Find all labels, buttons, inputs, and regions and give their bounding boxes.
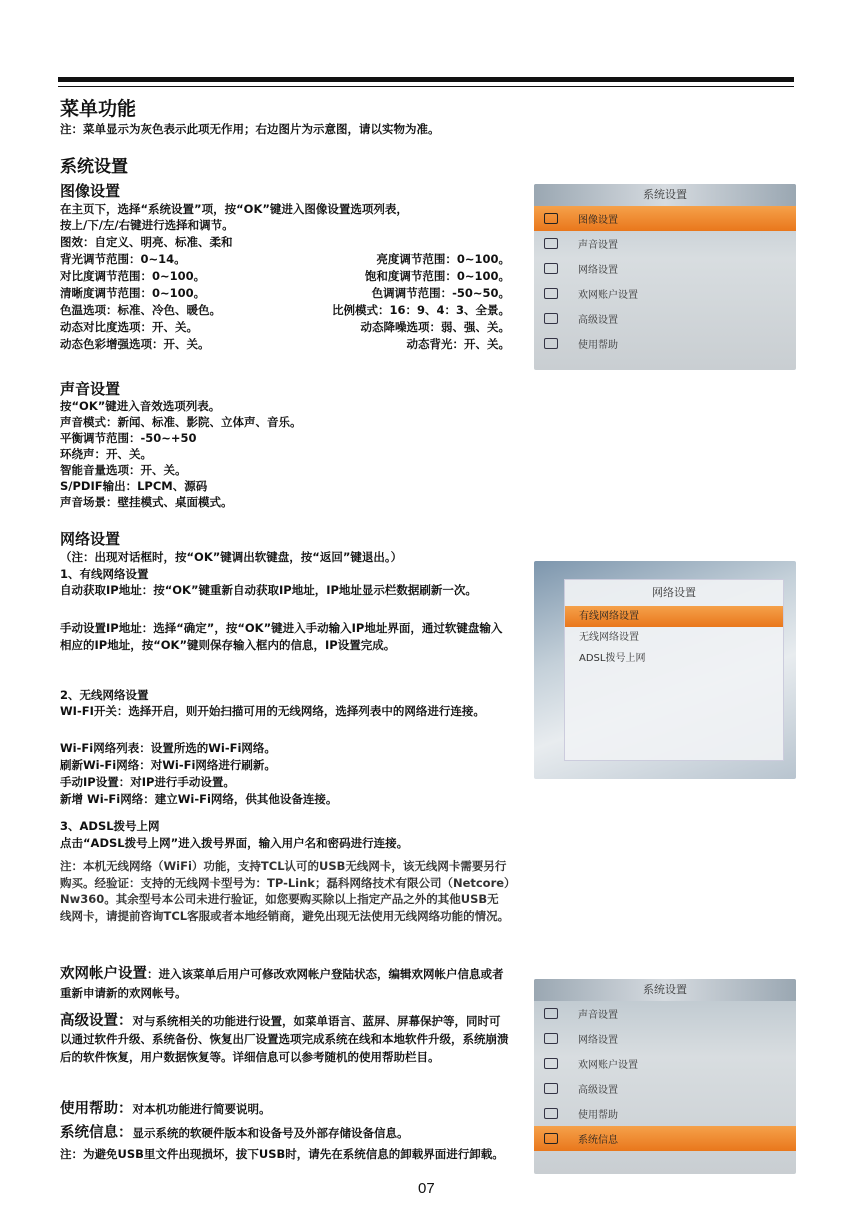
advanced-heading: 高级设置： <box>60 1013 133 1029</box>
sound-line-2: 声音模式：新闻、标准、影院、立体声、音乐。 <box>60 415 302 429</box>
adsl-title: 3、ADSL拨号上网 <box>60 819 160 833</box>
saturation-range: 饱和度调节范围：0~100。 <box>364 269 510 283</box>
menu2-item-adsl: ADSL拨号上网 <box>579 653 646 664</box>
menu1-item-picture: 图像设置 <box>534 206 796 231</box>
sharpness-range: 清晰度调节范围：0~100。 <box>60 286 206 300</box>
picture-heading: 图像设置 <box>60 182 121 200</box>
menu2-item-wireless: 无线网络设置 <box>579 632 639 643</box>
info-icon <box>544 1133 558 1144</box>
picture-pair-4 <box>60 302 510 319</box>
account-heading: 欢网帐户设置 <box>60 966 147 982</box>
menu3-item-sysinfo: 系统信息 <box>534 1126 796 1151</box>
sound-heading: 声音设置 <box>60 380 121 398</box>
help-heading: 使用帮助： <box>60 1101 133 1117</box>
brightness-range: 亮度调节范围：0~100。 <box>376 252 510 266</box>
help-icon <box>544 338 558 349</box>
system-settings-heading: 系统设置 <box>60 157 128 177</box>
color-enhance-options: 动态色彩增强选项：开、关。 <box>60 337 210 351</box>
user-icon <box>544 1058 558 1069</box>
usb-note: 注：为避免USB里文件出现损坏，拔下USB时，请先在系统信息的卸载界面进行卸载。 <box>60 1147 504 1161</box>
menu1-item-advanced: 高级设置 <box>534 306 796 331</box>
wifi-note: 注：本机无线网络（WiFi）功能，支持TCL认可的USB无线网卡，该无线网卡需要另行购买。经验证：支持的无线网卡型号为：TP-Link；磊科网络技术有限公司（Netcore）Nw360。其余型号本公司未进行验证，如您要购买除以上指定产品之外的其他USB无线网卡，请提前咨询TCL客服或者本地经销商，避免出现无法使用无线网络功能的情况。 <box>60 859 510 923</box>
network-heading: 网络设置 <box>60 530 121 548</box>
sound-line-5: 智能音量选项：开、关。 <box>60 463 187 477</box>
dynamic-backlight-options: 动态背光：开、关。 <box>406 337 510 351</box>
backlight-range: 背光调节范围：0~14。 <box>60 252 186 266</box>
help-section <box>60 1100 510 1119</box>
system-menu-image <box>534 184 796 370</box>
wireless-line-2: 刷新Wi-Fi网络：对Wi-Fi网络进行刷新。 <box>60 758 276 772</box>
picture-pair-5 <box>60 319 510 336</box>
sysinfo-section <box>60 1124 510 1143</box>
hue-range: 色调调节范围：-50~50。 <box>371 286 510 300</box>
dynamic-contrast-options: 动态对比度选项：开、关。 <box>60 320 198 334</box>
menu3-item-account: 欢网账户设置 <box>534 1051 796 1076</box>
picture-pair-2 <box>60 268 510 285</box>
adsl-text: 点击“ADSL拨号上网”进入拨号界面，输入用户名和密码进行连接。 <box>60 836 409 850</box>
sound-line-4: 环绕声：开、关。 <box>60 447 152 461</box>
color-temp-options: 色温选项：标准、冷色、暖色。 <box>60 303 221 317</box>
picture-pair-3 <box>60 285 510 302</box>
menu3-item-network: 网络设置 <box>534 1026 796 1051</box>
speaker-icon <box>544 238 558 249</box>
menu3-item-advanced: 高级设置 <box>534 1076 796 1101</box>
contrast-range: 对比度调节范围：0~100。 <box>60 269 206 283</box>
network-menu-image <box>534 561 796 779</box>
picture-pair-6 <box>60 336 510 353</box>
wired-title: 1、有线网络设置 <box>60 567 149 581</box>
wireless-line-3: 手动IP设置：对IP进行手动设置。 <box>60 775 235 789</box>
network-menu-title: 网络设置 <box>652 586 696 599</box>
page-title: 菜单功能 <box>60 98 137 120</box>
network-menu-panel <box>564 579 784 761</box>
sound-line-3: 平衡调节范围：-50~+50 <box>60 431 197 445</box>
wired-manual: 手动设置IP地址：选择“确定”，按“OK”键进入手动输入IP地址界面，通过软键盘输入相应的IP地址，按“OK”键则保存输入框内的信息，IP设置完成。 <box>60 621 503 652</box>
system-menu-title-2: 系统设置 <box>534 979 796 1001</box>
network-note: （注：出现对话框时，按“OK”键调出软键盘，按“返回”键退出。） <box>60 550 403 564</box>
top-rule-thick <box>58 77 794 82</box>
sound-line-6: S/PDIF输出：LPCM、源码 <box>60 479 208 493</box>
menu1-item-network: 网络设置 <box>534 256 796 281</box>
system-menu-title: 系统设置 <box>534 184 796 206</box>
menu1-item-account: 欢网账户设置 <box>534 281 796 306</box>
menu3-item-sound: 声音设置 <box>534 1001 796 1026</box>
speaker-icon <box>544 1008 558 1019</box>
sound-line-7: 声音场景：壁挂模式、桌面模式。 <box>60 495 233 509</box>
picture-line-3: 图效：自定义、明亮、标准、柔和 <box>60 235 233 249</box>
help-icon <box>544 1108 558 1119</box>
picture-line-1: 在主页下，选择“系统设置”项，按“OK”键进入图像设置选项列表， <box>60 202 408 216</box>
advanced-icon <box>544 1083 558 1094</box>
picture-icon <box>544 213 558 224</box>
page-number: 07 <box>418 1180 435 1197</box>
advanced-section <box>60 1012 510 1066</box>
wireless-title: 2、无线网络设置 <box>60 688 149 702</box>
picture-line-2: 按上/下/左/右键进行选择和调节。 <box>60 218 234 232</box>
network-icon <box>544 263 558 274</box>
help-text: 对本机功能进行简要说明。 <box>132 1102 271 1116</box>
menu1-item-sound: 声音设置 <box>534 231 796 256</box>
sysinfo-text: 显示系统的软硬件版本和设备号及外部存储设备信息。 <box>132 1126 409 1140</box>
sound-line-1: 按“OK”键进入音效选项列表。 <box>60 399 221 413</box>
picture-pair-1 <box>60 251 510 268</box>
advanced-icon <box>544 313 558 324</box>
menu2-item-wired: 有线网络设置 <box>565 606 783 627</box>
noise-reduction-options: 动态降噪选项：弱、强、关。 <box>360 320 510 334</box>
wireless-line-1: Wi-Fi网络列表：设置所选的Wi-Fi网络。 <box>60 741 276 755</box>
sysinfo-heading: 系统信息： <box>60 1125 133 1141</box>
menu1-item-help: 使用帮助 <box>534 331 796 356</box>
aspect-ratio-options: 比例模式：16：9、4：3、全景。 <box>331 303 510 317</box>
wireless-switch: WI-FI开关：选择开启，则开始扫描可用的无线网络，选择列表中的网络进行连接。 <box>60 704 485 718</box>
intro-note: 注：菜单显示为灰色表示此项无作用；右边图片为示意图，请以实物为准。 <box>60 122 440 136</box>
user-icon <box>544 288 558 299</box>
network-icon <box>544 1033 558 1044</box>
account-section <box>60 965 510 1003</box>
advanced-text: 对与系统相关的功能进行设置，如菜单语言、蓝屏、屏幕保护等，同时可以通过软件升级、系统备份、恢复出厂设置选项完成系统在线和本地软件升级，系统崩溃后的软件恢复，用户数据恢复等。详细信息可以参考随机的使用帮助栏目。 <box>60 1014 509 1064</box>
wireless-line-4: 新增 Wi-Fi网络：建立Wi-Fi网络，供其他设备连接。 <box>60 792 338 806</box>
system-info-menu-image <box>534 979 796 1174</box>
account-text: ：进入该菜单后用户可修改欢网帐户登陆状态，编辑欢网帐户信息或者重新申请新的欢网帐号。 <box>60 967 504 1000</box>
menu3-item-help: 使用帮助 <box>534 1101 796 1126</box>
wired-auto: 自动获取IP地址：按“OK”键重新自动获取IP地址，IP地址显示栏数据刷新一次。 <box>60 583 477 597</box>
top-rule-thin <box>58 86 794 87</box>
